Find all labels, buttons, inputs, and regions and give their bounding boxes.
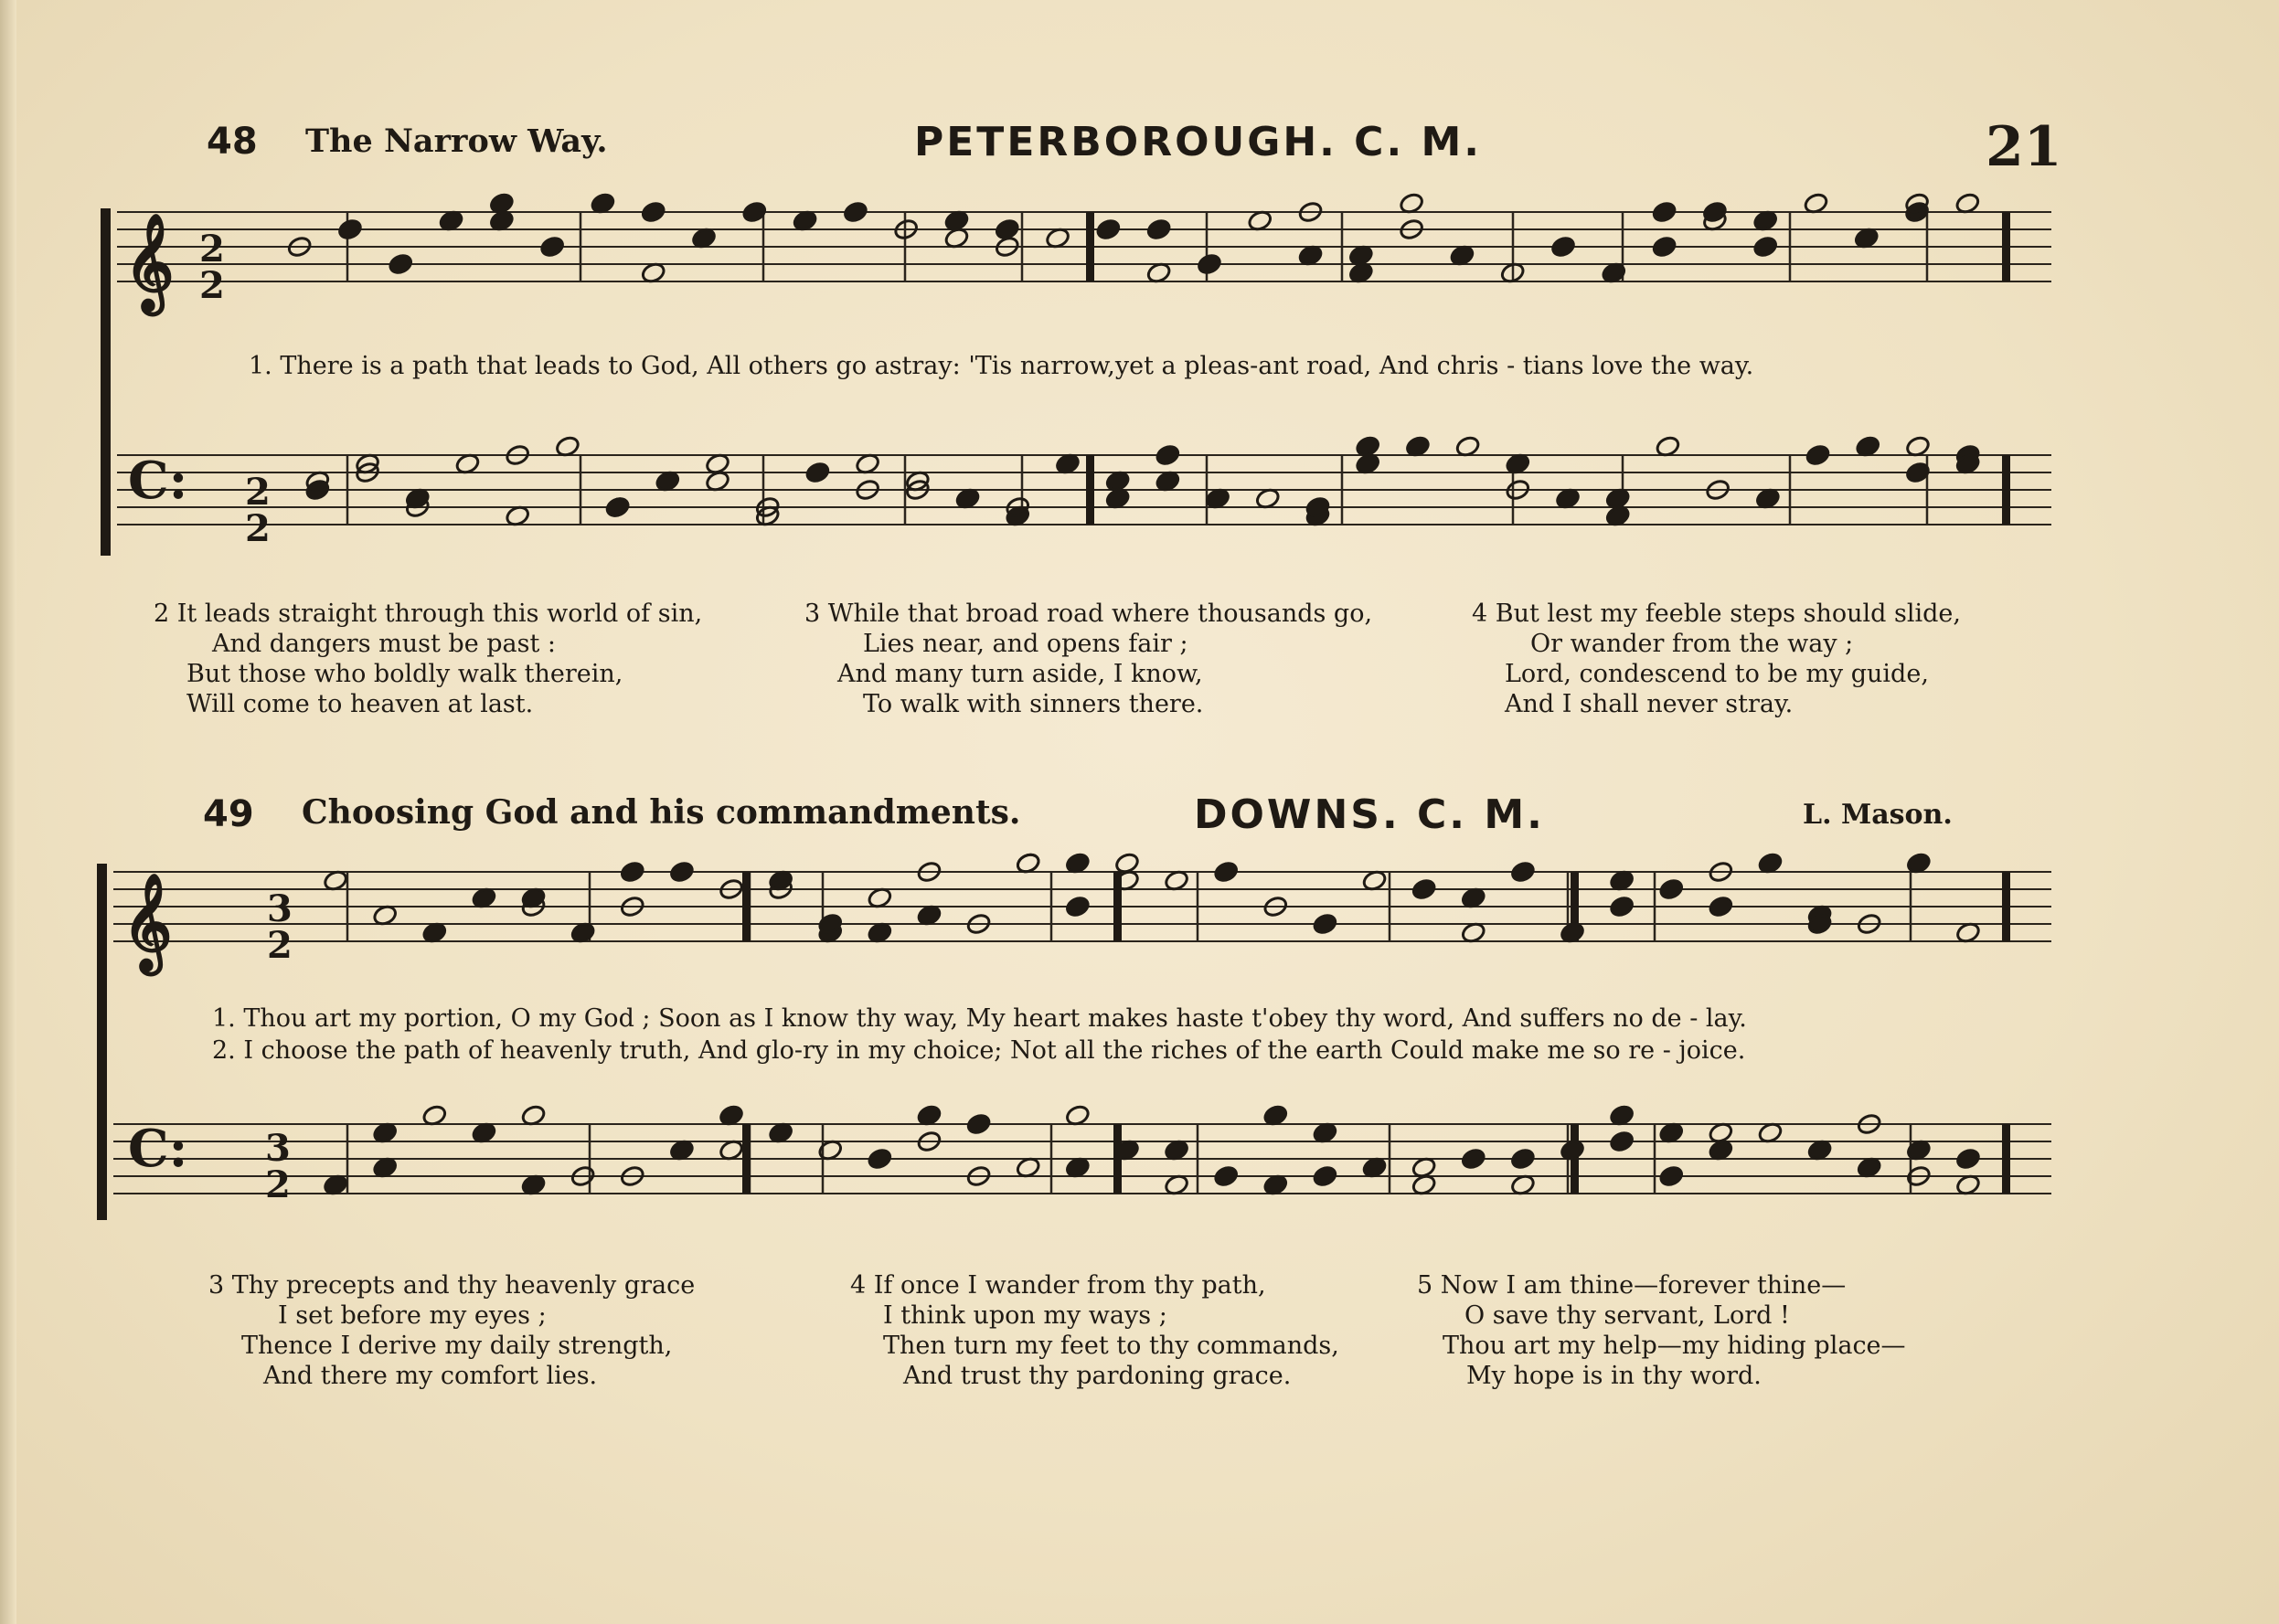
time-signature: 2: [267, 924, 293, 967]
hymn-49-subject: Choosing God and his commandments.: [302, 793, 1021, 832]
bass-clef: C:: [128, 1119, 188, 1179]
stanza-line: 4 But lest my feeble steps should slide,: [1472, 600, 1961, 628]
stanza-line: And there my comfort lies.: [263, 1362, 598, 1390]
treble-clef: 𝄞: [124, 212, 175, 311]
hymn-48-verse-1-lyrics: 1. There is a path that leads to God, All others go astray: 'Tis narrow,yet a pleas-ant road, And chris - tians love the way.: [249, 352, 1754, 380]
time-signature: 3: [267, 887, 293, 930]
note-head: [669, 860, 696, 883]
hymn-49-stanza-4: [850, 1270, 1339, 1391]
note-head: [965, 1112, 992, 1135]
note-head: [1065, 895, 1092, 918]
stanza-line: 5 Now I am thine—forever thine—: [1417, 1271, 1847, 1300]
double-bar: [742, 1124, 751, 1194]
note-head: [1609, 1130, 1635, 1152]
stanza-line: Lord, condescend to be my guide,: [1505, 660, 1929, 688]
note-head: [1658, 1164, 1685, 1187]
note-head: [1213, 860, 1240, 883]
note-head: [1312, 1164, 1338, 1187]
double-bar: [2002, 872, 2010, 941]
note-head: [1955, 1147, 1982, 1170]
stanza-line: Thou art my help—my hiding place—: [1443, 1332, 1906, 1360]
stanza-line: 2 It leads straight through this world of sin,: [154, 600, 703, 628]
hymn-48-subject: The Narrow Way.: [305, 122, 608, 160]
page-number: 21: [1986, 115, 2062, 179]
stanza-line: 3 While that broad road where thousands go,: [804, 600, 1373, 628]
stanza-line: And dangers must be past :: [212, 630, 557, 658]
note-head: [1658, 877, 1685, 900]
hymn-49-verse-1-lyrics: 1. Thou art my portion, O my God ; Soon as I know thy way, My heart makes haste t'obey thy word, And suffers no de - lay.: [212, 1004, 1747, 1033]
double-bar: [742, 872, 751, 941]
stanza-line: O save thy servant, Lord !: [1464, 1301, 1790, 1330]
system-bracket: [97, 864, 107, 1220]
time-signature: 2: [245, 507, 271, 550]
stanza-line: 3 Thy precepts and thy heavenly grace: [208, 1271, 696, 1300]
stanza-line: My hope is in thy word.: [1466, 1362, 1762, 1390]
note-head: [1213, 1164, 1240, 1187]
treble-clef: 𝄞: [122, 872, 173, 971]
hymn-49-composer: L. Mason.: [1803, 799, 1953, 831]
stanza-line: Thence I derive my daily strength,: [241, 1332, 673, 1360]
hymn-49-stanza-3: [208, 1270, 695, 1391]
stanza-line: I set before my eyes ;: [278, 1301, 547, 1330]
hymn-49-verse-2-lyrics: 2. I choose the path of heavenly truth, And glo-ry in my choice; Not all the riches of the earth Could make me so re - joice.: [212, 1036, 1746, 1065]
stanza-line: Will come to heaven at last.: [186, 690, 534, 718]
stanza-line: Then turn my feet to thy commands,: [883, 1332, 1339, 1360]
time-signature: 2: [245, 471, 271, 514]
note-head: [619, 860, 645, 883]
stanza-line: And trust thy pardoning grace.: [903, 1362, 1292, 1390]
hymn-48-number: 48: [207, 121, 258, 163]
hymn-49-number: 49: [203, 793, 254, 835]
note-head: [867, 1147, 893, 1170]
hymn-49-tune-name: DOWNS. C. M.: [1194, 791, 1545, 838]
stanza-line: And I shall never stray.: [1505, 690, 1794, 718]
stanza-line: Or wander from the way ;: [1530, 630, 1854, 658]
time-signature: 2: [199, 228, 225, 271]
double-bar: [2002, 1124, 2010, 1194]
note-head: [1609, 895, 1635, 918]
hymn-49-stanza-5: [1417, 1270, 1906, 1391]
time-signature: 3: [265, 1127, 291, 1170]
stanza-line: I think upon my ways ;: [883, 1301, 1167, 1330]
note-head: [1708, 895, 1734, 918]
stanza-line: 4 If once I wander from thy path,: [850, 1271, 1266, 1300]
stanza-line: And many turn aside, I know,: [837, 660, 1203, 688]
hymn-48-tune-name: PETERBOROUGH. C. M.: [914, 119, 1483, 165]
bass-clef: C:: [128, 451, 188, 511]
note-head: [1411, 877, 1437, 900]
time-signature: 2: [265, 1163, 291, 1206]
note-head: [1510, 1147, 1537, 1170]
note-head: [1312, 912, 1338, 935]
time-signature: 2: [199, 264, 225, 307]
note-head: [1460, 1147, 1486, 1170]
stanza-line: But those who boldly walk therein,: [186, 660, 623, 688]
stanza-line: To walk with sinners there.: [863, 690, 1204, 718]
stanza-line: Lies near, and opens fair ;: [863, 630, 1188, 658]
note-head: [1510, 860, 1537, 883]
